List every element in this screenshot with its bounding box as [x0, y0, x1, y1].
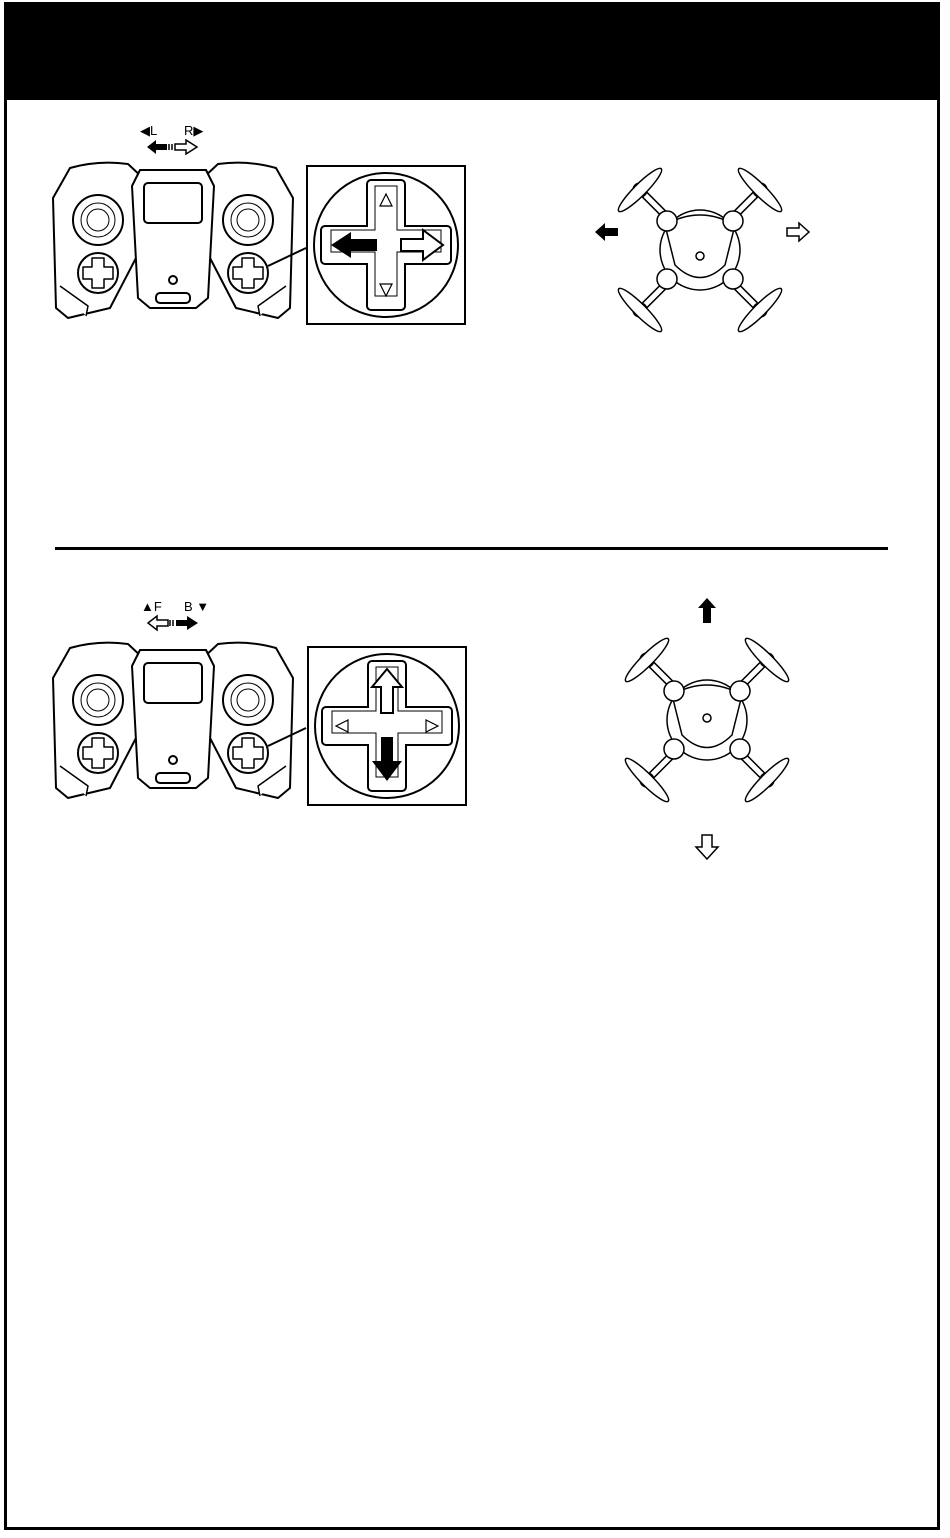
toggle-label-right: R▶ — [184, 123, 204, 138]
drone-move-forward-arrow-icon — [697, 597, 717, 625]
dpad-down-highlight-icon — [312, 651, 462, 801]
drone-move-backward-arrow-icon — [694, 833, 720, 861]
toggle-label-left: ◀L — [140, 123, 158, 138]
toggle-label-forward: ▲F — [141, 599, 162, 614]
remote-controller-icon — [48, 638, 298, 808]
drone-top-view-icon — [612, 625, 802, 815]
toggle-arrows-icon — [146, 614, 206, 632]
toggle-label-backward: B ▼ — [184, 599, 210, 614]
